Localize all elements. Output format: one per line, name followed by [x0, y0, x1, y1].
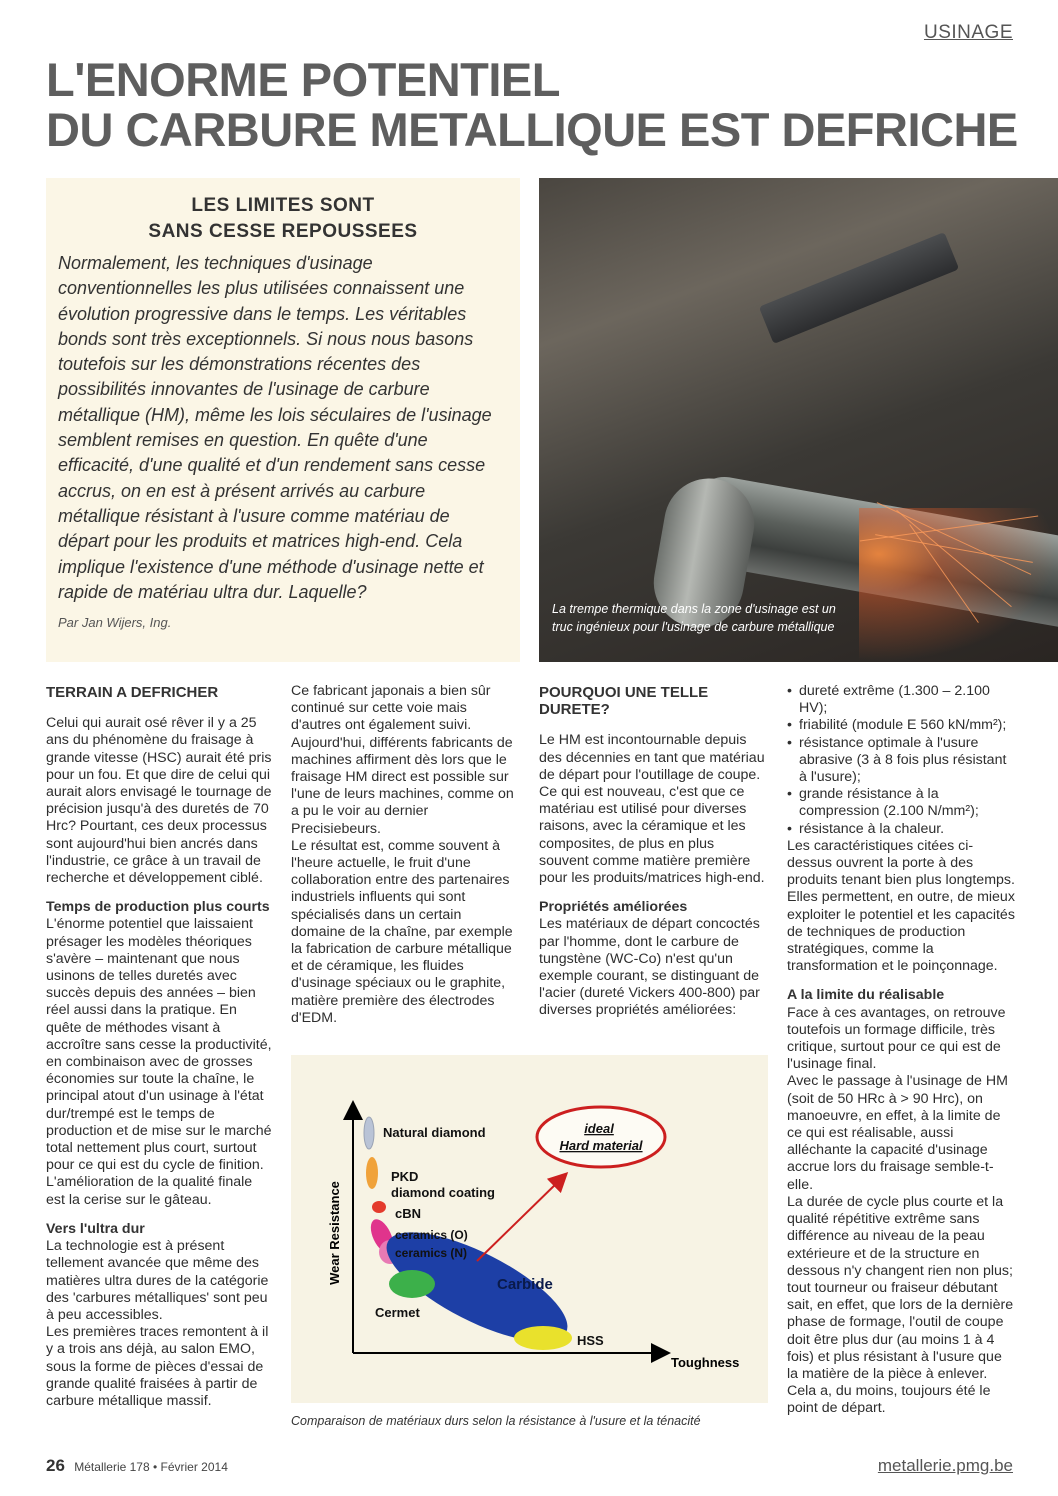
materials-chart	[291, 1055, 768, 1403]
paragraph: La durée de cycle plus courte et la qualité répétitive extrême sans différence au niveau de la peau extérieure et de la structure en dessous n'y changent rien non plus; tout tourneur ou fraiseur débutant sait, en effet, que lors de la dernière phase de formage, l'outil de coupe doit être plus dur (au moins 1 à 4 fois) et plus résistant à l'usure que la matière de la pièce à enlever. Cela a, du moins, toujours été le point de départ.	[787, 1193, 1014, 1417]
y-axis-label: Wear Resistance	[327, 1181, 342, 1285]
label-ceramics-o: ceramics (O)	[395, 1228, 468, 1242]
region-cermet	[389, 1270, 435, 1298]
paragraph: Le HM est incontournable depuis des décennies en tant que matériau de départ pour l'outillage de coupe. Ce qui est nouveau, c'est que ce matériau est utilisé pour diverses raisons, avec la céramique et les composites, de plus en plus souvent comme matière première pour les produits/matrices high-end.	[539, 732, 765, 887]
intro-heading	[46, 193, 520, 245]
paragraph: Les premières traces remontent à il y a trois ans déjà, au salon EMO, sous la forme de pièces d'essai de grande qualité fraisées à partir de carbure métallique massif.	[46, 1324, 269, 1409]
intro-heading-line-2: SANS CESSE REPOUSSEES	[148, 221, 418, 242]
column-3	[539, 684, 767, 1020]
paragraph: Avec le passage à l'usinage de HM (soit de 50 HRc à > 90 Hrc), on manoeuvre, en effet, à la limite de ce qui est réalisable, aussi alléchante la capacité d'usinage accrue lors du fraisage semble-t-elle.	[787, 1073, 1008, 1193]
properties-list	[787, 683, 1015, 838]
heading-pourquoi: POURQUOI UNE TELLE DURETE?	[539, 684, 709, 719]
column-2	[291, 683, 519, 1027]
article-title	[46, 55, 1026, 155]
issue-info: Métallerie 178 • Février 2014	[74, 1460, 228, 1474]
heading-terrain: TERRAIN A DEFRICHER	[46, 684, 219, 701]
label-carbide: Carbide	[497, 1276, 553, 1293]
paragraph: Ce fabricant japonais a bien sûr continué sur cette voie mais d'autres ont également suivi.	[291, 683, 491, 734]
column-4	[787, 683, 1015, 1418]
cutting-tool-shape	[759, 232, 959, 344]
label-hss: HSS	[577, 1333, 604, 1348]
intro-box	[46, 178, 520, 662]
list-item: • résistance optimale à l'usure abrasive (3 à 8 fois plus résistant à l'usure);	[787, 735, 1015, 787]
subheading-ultra-dur: Vers l'ultra dur	[46, 1220, 145, 1237]
paragraph: Le résultat est, comme souvent à l'heure actuelle, le fruit d'une collaboration entre des partenaires industriels influents qui sont spécialisés dans un certain domaine de la chaîne, par exemple la fabrication de carbure métallique et de céramique, les fluides d'usinage spéciaux ou le graphite, matière première des électrodes d'EDM.	[291, 837, 513, 1026]
subheading-limite: A la limite du réalisable	[787, 987, 945, 1004]
ideal-material-ellipse	[537, 1107, 665, 1167]
paragraph: Celui qui aurait osé rêver il y a 25 ans du phénomène du fraisage à grande vitesse (HSC) aurait été pris pour un fou. Et que dire de celui qui aurait alors envisagé le tournage de précision jusqu'à des duretés de 70 Hrc? Pourtant, ces deux processus sont aujourd'hui bien ancrés dans l'industrie, ce grâce à un travail de recherche et développement ciblé.	[46, 715, 272, 887]
intro-text: Normalement, les techniques d'usinage conventionnelles les plus utilisées connaissent une évolution progressive dans le temps. Les véritables bonds sont très exceptionnels. Si nous nous basons toutefois sur les démonstrations récentes des possibilités innovantes de l'usinage de carbure métallique (HM), même les lois séculaires de l'usinage semblent remises en question. En quête d'une efficacité, d'une qualité et d'un rendement sans cesse accrus, on en est à présent arrivés au carbure métallique résistant à l'usure comme matériau de départ pour les produits et matrices high-end. Cela implique l'existence d'une méthode d'usinage nette et rapide de matériau ultra dur. Laquelle?	[58, 253, 492, 602]
x-axis-label: Toughness	[671, 1355, 740, 1370]
label-hard-material: Hard material	[559, 1138, 643, 1153]
label-ceramics-n: ceramics (N)	[395, 1246, 468, 1260]
intro-heading-line-1: LES LIMITES SONT	[191, 195, 375, 216]
list-item: • résistance à la chaleur.	[787, 821, 1015, 838]
photo-caption: La trempe thermique dans la zone d'usinage est un truc ingénieux pour l'usinage de carbure métallique	[552, 602, 836, 634]
materials-chart-box	[291, 1055, 768, 1403]
machining-photo	[539, 178, 1058, 662]
column-1	[46, 684, 272, 1410]
label-pkd: PKD	[391, 1169, 419, 1184]
paragraph: Elles permettent, en outre, de mieux exploiter le potentiel et les capacités de techniques de production stratégiques, comme la transformation et le poinçonnage.	[787, 889, 1015, 975]
section-tag: USINAGE	[923, 22, 1013, 43]
list-item: • grande résistance à la compression (2.100 N/mm²);	[787, 786, 1015, 820]
region-natural-diamond	[364, 1117, 374, 1149]
paragraph: L'énorme potentiel que laissaient présager les modèles théoriques s'avère – maintenant que nous usinons de telles duretés avec succès depuis des années – bien réel aussi dans la pratique. En quête de méthodes visant à accroître sans cesse la productivité, en combinaison avec de grosses économies sur toute la chaîne, le principal atout d'un usinage à l'état dur/trempé est le temps de production et de mise sur le marché total nettement plus court, surtout pour ce qui est du cycle de finition. L'amélioration de la qualité finale est la cerise sur le gâteau.	[46, 916, 272, 1208]
label-diamond-coating: diamond coating	[391, 1185, 495, 1200]
paragraph: La technologie est à présent tellement avancée que même des matières ultra dures de la catégorie des 'carbures métalliques' sont peu à peu accessibles.	[46, 1238, 269, 1323]
page-number: 26	[46, 1456, 65, 1475]
website-link[interactable]: metallerie.pmg.be	[877, 1456, 1013, 1475]
label-cbn: cBN	[395, 1206, 422, 1221]
list-item: • dureté extrême (1.300 – 2.100 HV);	[787, 683, 1015, 717]
chart-caption: Comparaison de matériaux durs selon la résistance à l'usure et la ténacité	[291, 1414, 701, 1428]
list-item: • friabilité (module E 560 kN/mm²);	[787, 717, 1015, 734]
paragraph: Les caractéristiques citées ci-dessus ouvrent la porte à des produits tenant bien plus longtemps.	[787, 837, 1015, 889]
label-cermet: Cermet	[375, 1305, 420, 1320]
paragraph: Face à ces avantages, on retrouve toutefois un formage difficile, très critique, surtout pour ce qui est de l'usinage final.	[787, 1004, 1006, 1073]
region-pkd	[366, 1157, 378, 1189]
paragraph: Les matériaux de départ concoctés par l'homme, dont le carbure de tungstène (WC-Co) n'est qu'un exemple courant, se distinguant de l'acier (dureté Vickers 400-800) par diverses propriétés améliorées:	[539, 916, 760, 1019]
paragraph: Aujourd'hui, différents fabricants de machines affirment dès lors que le fraisage HM direct est possible sur l'une de leurs machines, comme on a pu le voir au dernier Precisiebeurs.	[291, 734, 514, 837]
subheading-production: Temps de production plus courts	[46, 899, 270, 916]
label-natural-diamond: Natural diamond	[383, 1125, 486, 1140]
title-line-1: L'ENORME POTENTIEL	[46, 53, 560, 106]
subheading-proprietes: Propriétés améliorées	[539, 899, 688, 916]
footer-left	[46, 1456, 228, 1476]
intro-author: Par Jan Wijers, Ing.	[58, 615, 172, 631]
label-ideal: ideal	[584, 1121, 614, 1136]
region-cbn	[372, 1201, 386, 1213]
title-line-2: DU CARBURE METALLIQUE EST DEFRICHE	[46, 103, 1018, 156]
sparks-glow	[859, 508, 1058, 662]
region-hss	[514, 1326, 572, 1350]
